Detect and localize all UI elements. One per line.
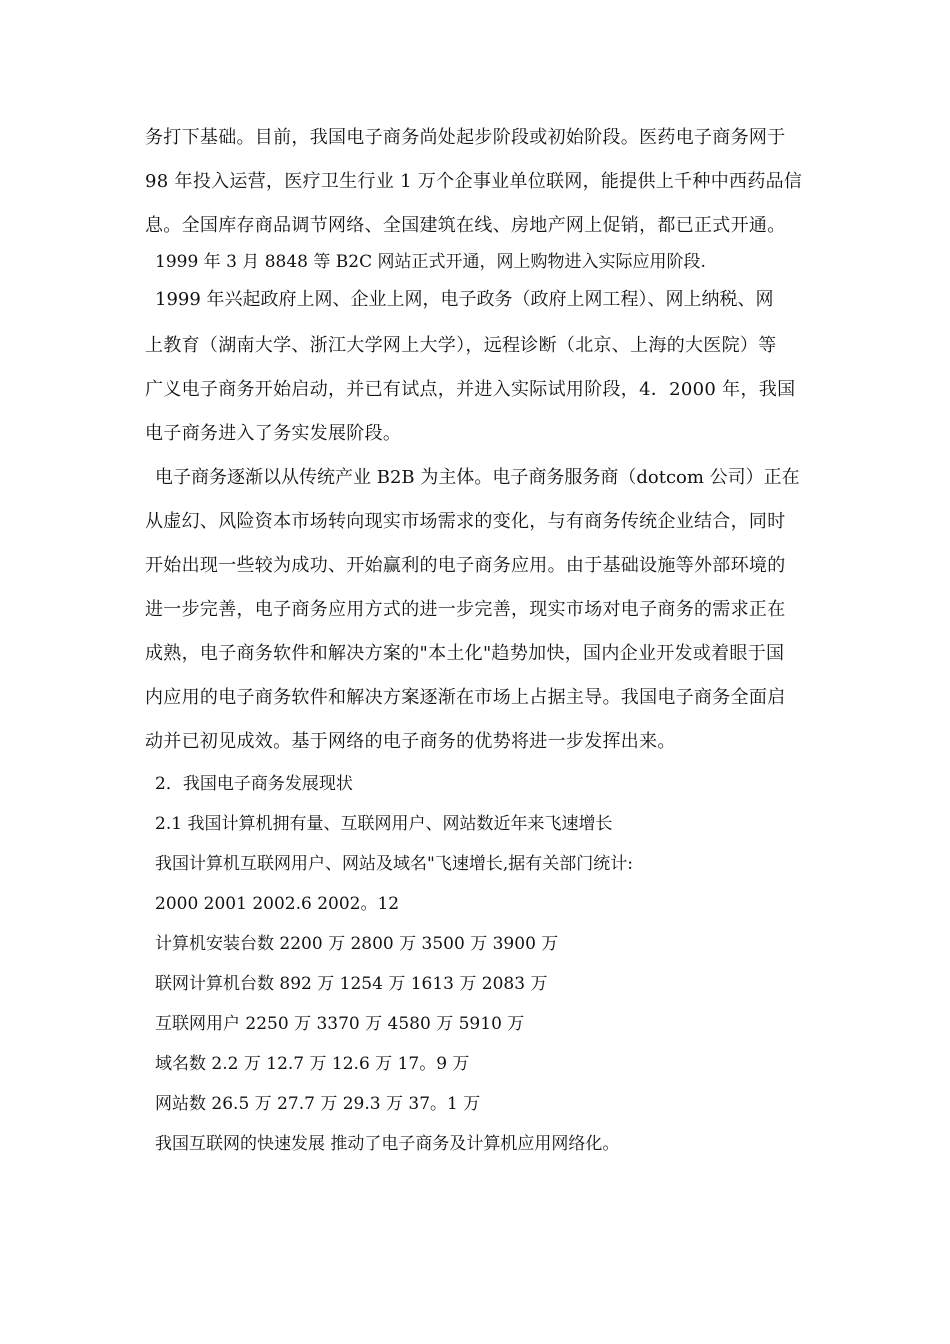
- stats-line: 联网计算机台数 892 万 1254 万 1613 万 2083 万: [155, 974, 548, 994]
- text-line: 务打下基础。目前，我国电子商务尚处起步阶段或初始阶段。医药电子商务网于: [145, 127, 786, 148]
- text-line: 进一步完善，电子商务应用方式的进一步完善，现实市场对电子商务的需求正在: [145, 599, 786, 620]
- paragraph-4: [145, 456, 820, 760]
- text-line: 广义电子商务开始启动，并已有试点，并进入实际试用阶段，4．2000 年，我国: [145, 379, 796, 400]
- text-line: 息。全国库存商品调节网络、全国建筑在线、房地产网上促销，都已正式开通。: [145, 215, 786, 236]
- text-line: 上教育（湖南大学、浙江大学网上大学），远程诊断（北京、上海的大医院）等: [145, 335, 777, 356]
- stats-block: [145, 884, 820, 1124]
- stats-line: 互联网用户 2250 万 3370 万 4580 万 5910 万: [155, 1014, 525, 1034]
- text-line: 内应用的电子商务软件和解决方案逐渐在市场上占据主导。我国电子商务全面启: [145, 687, 786, 708]
- stats-line: 网站数 26.5 万 27.7 万 29.3 万 37。1 万: [155, 1094, 481, 1114]
- text-line: 动并已初见成效。基于网络的电子商务的优势将进一步发挥出来。: [145, 731, 676, 752]
- text-line: 从虚幻、风险资本市场转向现实市场需求的变化，与有商务传统企业结合，同时: [145, 511, 786, 532]
- text-line: 成熟，电子商务软件和解决方案的"本土化"趋势加快，国内企业开发或着眼于国: [145, 643, 785, 664]
- text-line: 开始出现一些较为成功、开始赢利的电子商务应用。由于基础设施等外部环境的: [145, 555, 786, 576]
- subsection-heading: 2.1 我国计算机拥有量、互联网用户、网站数近年来飞速增长: [155, 814, 613, 834]
- intro-line: 我国计算机互联网用户、网站及域名"飞速增长,据有关部门统计:: [155, 854, 633, 874]
- closing-line: 我国互联网的快速发展 推动了电子商务及计算机应用网络化。: [155, 1134, 620, 1154]
- text-line: 1999 年 3 月 8848 等 B2C 网站正式开通，网上购物进入实际应用阶段.: [155, 252, 706, 272]
- text-line: 98 年投入运营，医疗卫生行业 1 万个企事业单位联网，能提供上千种中西药品信: [145, 171, 803, 192]
- section-heading: 2．我国电子商务发展现状: [155, 774, 353, 794]
- stats-line: 计算机安装台数 2200 万 2800 万 3500 万 3900 万: [155, 934, 559, 954]
- stats-line: 2000 2001 2002.6 2002。12: [155, 894, 400, 914]
- text-line: 电子商务进入了务实发展阶段。: [145, 423, 402, 444]
- paragraph-1: [145, 120, 820, 244]
- paragraph-2: [145, 242, 820, 282]
- stats-line: 域名数 2.2 万 12.7 万 12.6 万 17。9 万: [155, 1054, 470, 1074]
- text-line: 1999 年兴起政府上网、企业上网，电子政务（政府上网工程）、网上纳税、网: [155, 289, 774, 310]
- paragraph-3: [145, 278, 820, 452]
- text-line: 电子商务逐渐以从传统产业 B2B 为主体。电子商务服务商（dotcom 公司）正在: [155, 467, 800, 488]
- document-body: [145, 120, 820, 1164]
